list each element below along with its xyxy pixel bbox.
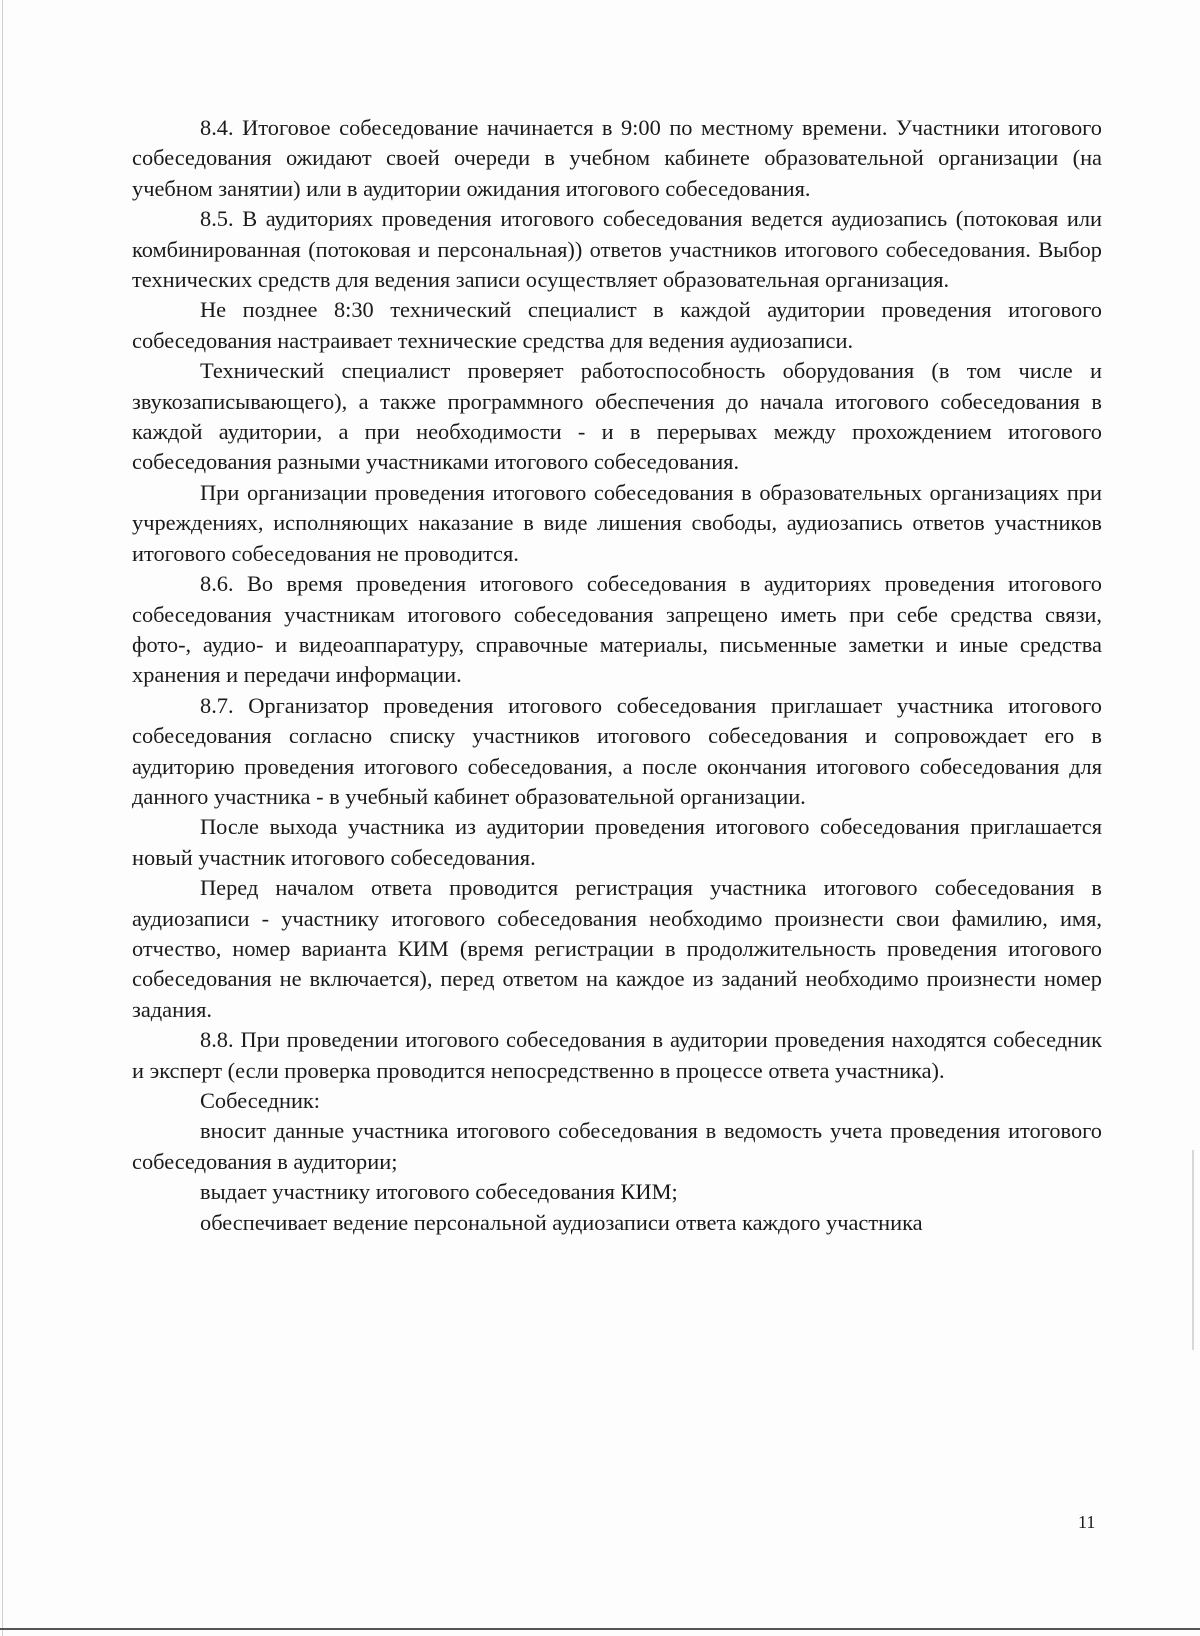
body-text (132, 113, 1102, 1238)
paragraph-interviewer-duty-2: выдает участнику итогового собеседования КИМ; (200, 1179, 678, 1205)
scan-edge-bottom (0, 1628, 1200, 1630)
paragraph-next-participant: После выхода участника из аудитории проведения итогового собеседования приглашается новый участник итогового собеседования. (132, 814, 1102, 870)
page-number: 11 (1078, 1512, 1096, 1532)
paragraph-registration: Перед началом ответа проводится регистрация участника итогового собеседования в аудиозаписи - участнику итогового собеседования необходимо произнести свои фамилию, имя, отчество, номер варианта КИМ (время регистрации в продолжительность проведения итогового собеседования не включается), перед ответом на каждое из заданий необходимо произнести номер задания. (132, 875, 1102, 1022)
paragraph-setup-deadline: Не позднее 8:30 технический специалист в каждой аудитории проведения итогового собеседования настраивает технические средства для ведения аудиозаписи. (132, 297, 1102, 353)
paragraph-8-4: 8.4. Итоговое собеседование начинается в 9:00 по местному времени. Участники итогового собеседования ожидают своей очереди в учебном кабинете образовательной организации (на учебном занятии) или в аудитории ожидания итогового собеседования. (132, 115, 1102, 201)
paragraph-equipment-check: Технический специалист проверяет работоспособность оборудования (в том числе и звукозаписывающего), а также программного обеспечения до начала итогового собеседования в каждой аудитории, а при необходимости - и в перерывах между прохождением итогового собеседования разными участниками итогового собеседования. (132, 358, 1102, 475)
paragraph-8-8: 8.8. При проведении итогового собеседования в аудитории проведения находятся собеседник и эксперт (если проверка проводится непосредственно в процессе ответа участника). (132, 1027, 1102, 1083)
paragraph-interviewer-heading: Собеседник: (200, 1088, 321, 1113)
scan-edge-right (1192, 1150, 1194, 1350)
paragraph-no-recording: При организации проведения итогового собеседования в образовательных организациях при учреждениях, исполняющих наказание в виде лишения свободы, аудиозапись ответов участников итогового собеседования не проводится. (132, 479, 1102, 566)
paragraph-interviewer-duty-3: обеспечивает ведение персональной аудиозаписи ответа каждого участника (200, 1209, 923, 1235)
paragraph-8-6: 8.6. Во время проведения итогового собеседования в аудиториях проведения итогового собеседования участникам итогового собеседования запрещено иметь при себе средства связи, фото-, аудио- и видеоаппаратуру, справочные материалы, письменные заметки и иные средства хранения и передачи информации. (132, 571, 1102, 688)
scan-edge-left (2, 0, 3, 1636)
paragraph-8-5: 8.5. В аудиториях проведения итогового собеседования ведется аудиозапись (потоковая или комбинированная (потоковая и персональная)) ответов участников итогового собеседования. Выбор технических средств для ведения записи осуществляет образовательная организация. (132, 206, 1102, 293)
paragraph-interviewer-duty-1: вносит данные участника итогового собеседования в ведомость учета проведения итогового собеседования в аудитории; (132, 1118, 1102, 1174)
paragraph-8-7: 8.7. Организатор проведения итогового собеседования приглашает участника итогового собеседования согласно списку участников итогового собеседования и сопровождает его в аудиторию проведения итогового собеседования, а после окончания итогового собеседования для данного участника - в учебный кабинет образовательной организации. (132, 692, 1102, 809)
